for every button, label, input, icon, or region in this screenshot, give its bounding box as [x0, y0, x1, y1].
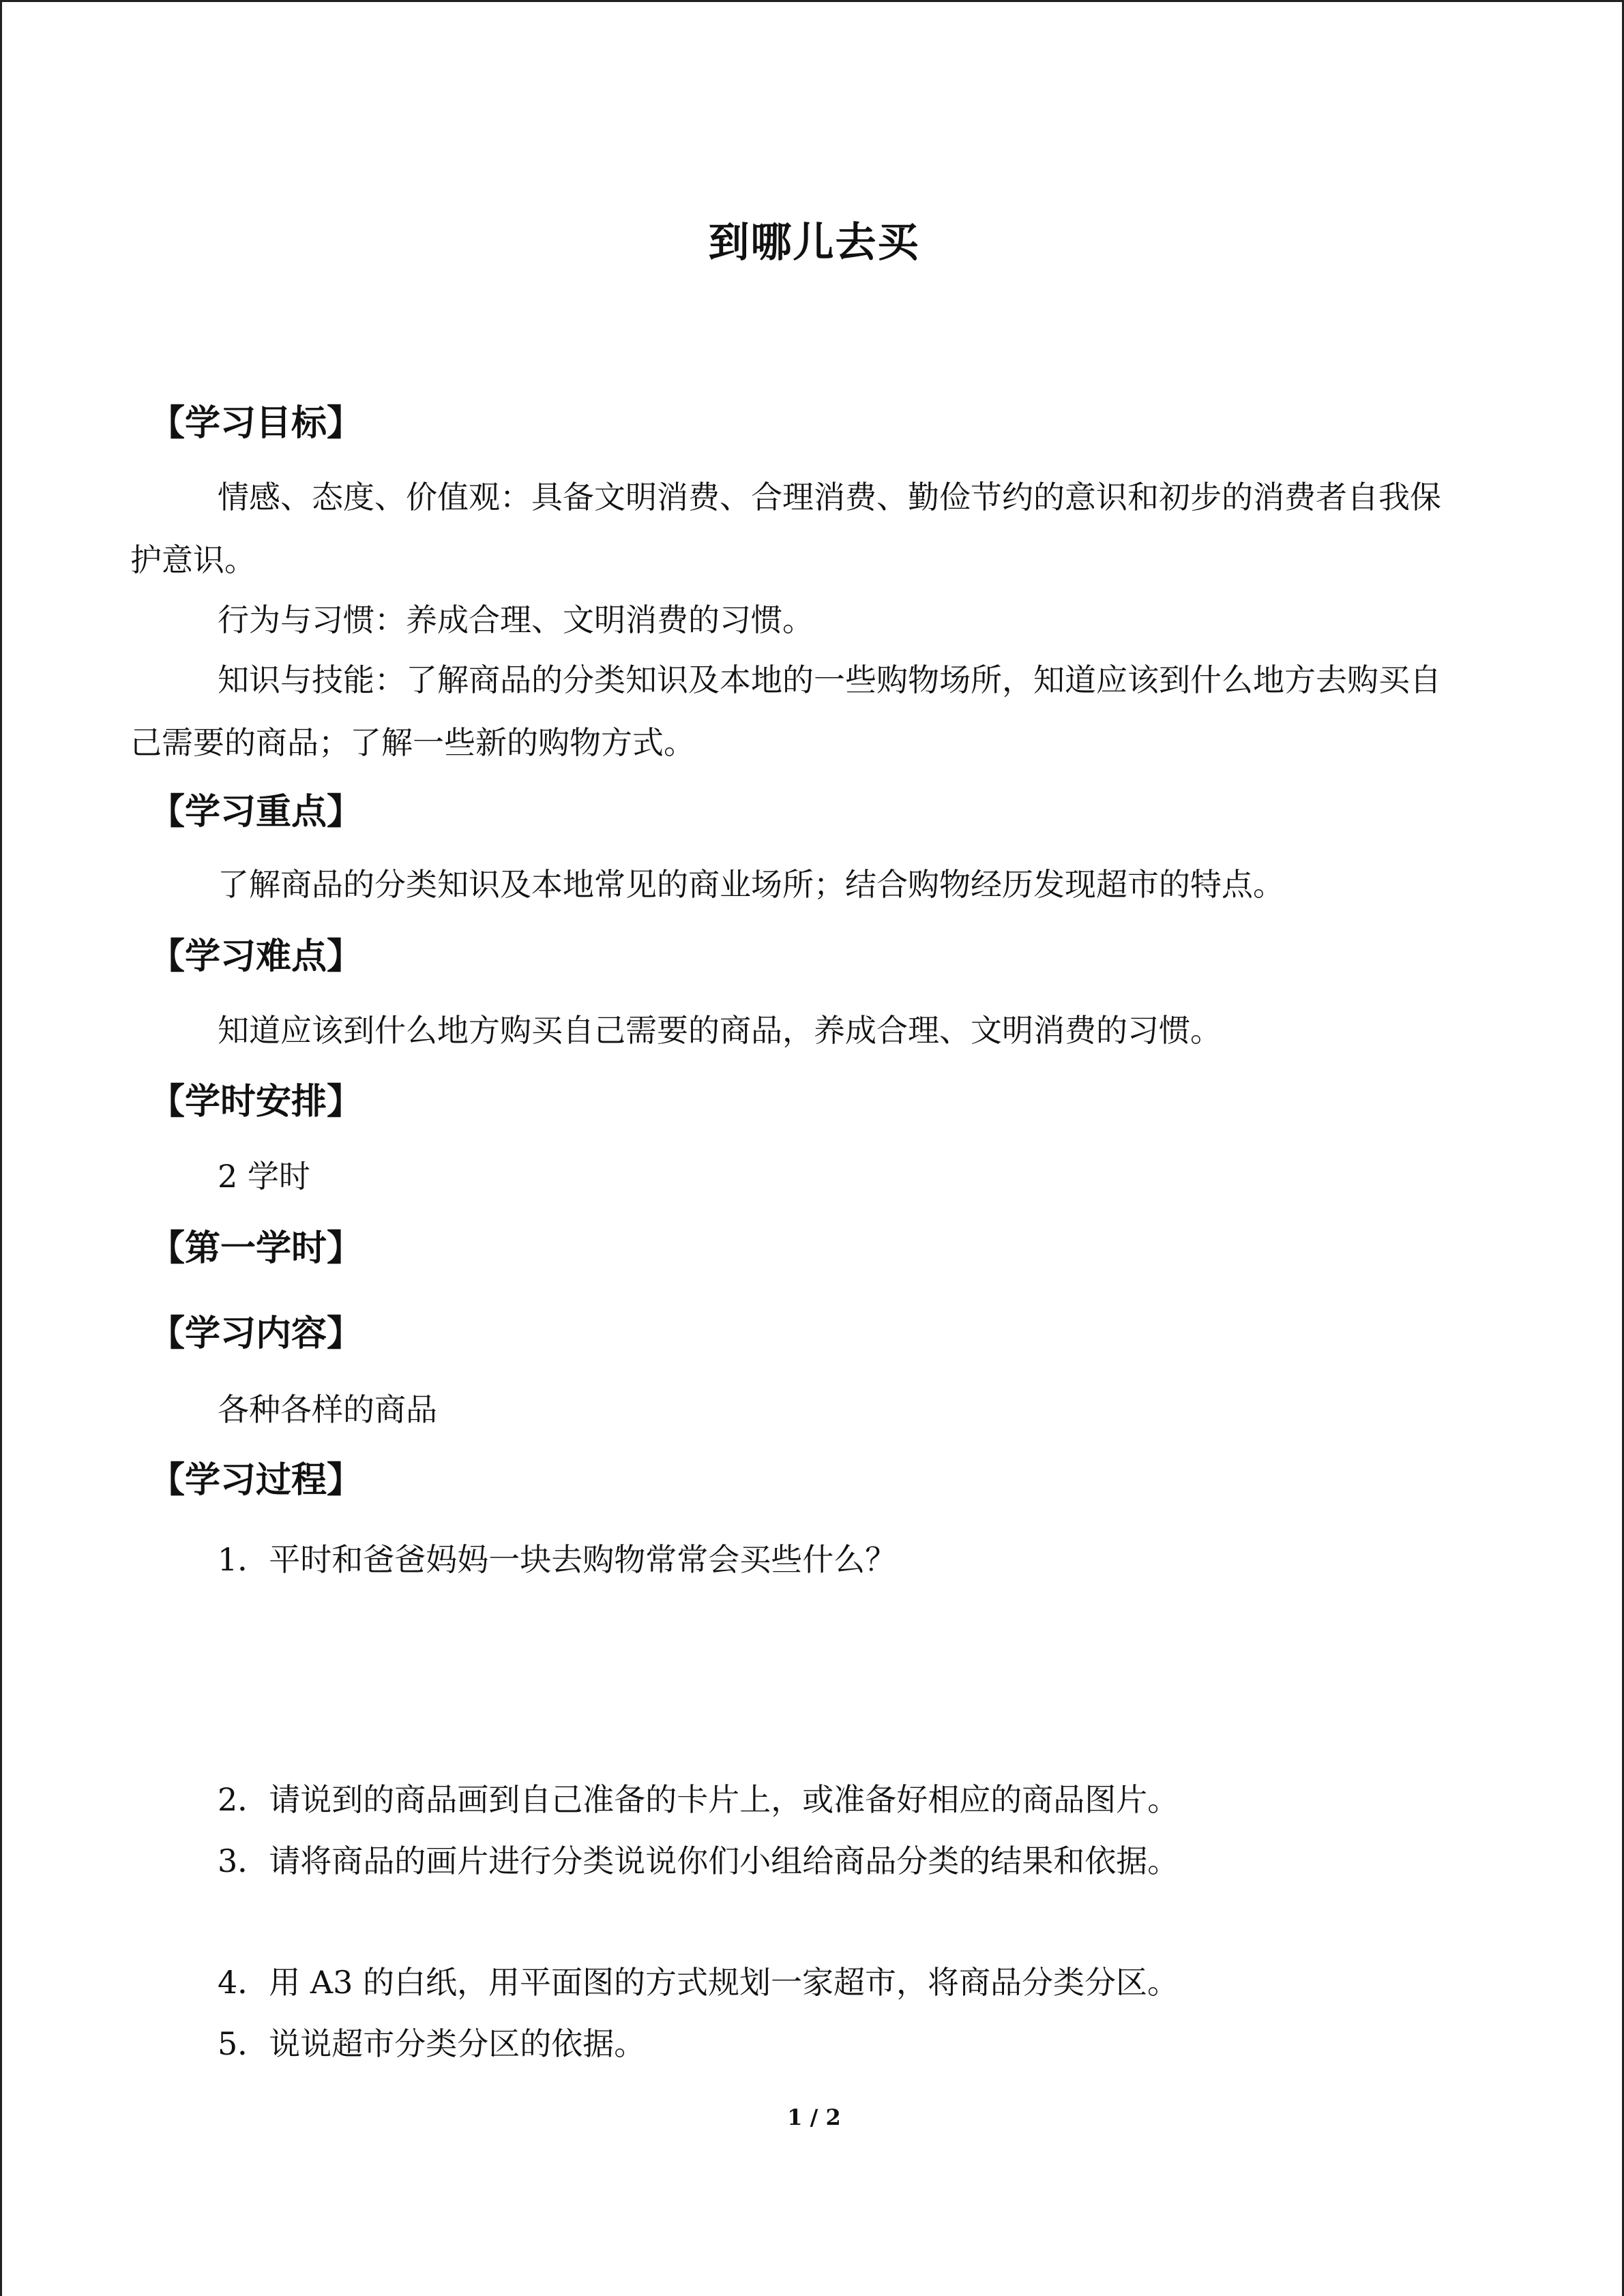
page-title: 到哪儿去买: [708, 219, 920, 267]
objectives-paragraph-1: 情感、态度、价值观：具备文明消费、合理消费、勤俭节约的意识和初步的消费者自我保护意识。: [130, 479, 1441, 578]
objectives-paragraph-2: 行为与习惯：养成合理、文明消费的习惯。: [218, 601, 814, 638]
heading-difficulties: 【学习难点】: [149, 936, 363, 977]
process-step-4: 4．用 A3 的白纸，用平面图的方式规划一家超市，将商品分类分区。: [218, 1964, 1179, 2001]
heading-process: 【学习过程】: [149, 1460, 363, 1501]
process-step-1: 1．平时和爸爸妈妈一块去购物常常会买些什么？: [218, 1541, 897, 1578]
objectives-paragraph-3: 知识与技能：了解商品的分类知识及本地的一些购物场所，知道应该到什么地方去购买自己需要的商品；了解一些新的购物方式。: [130, 661, 1441, 761]
process-step-2: 2．请说到的商品画到自己准备的卡片上，或准备好相应的商品图片。: [218, 1781, 1179, 1818]
heading-content: 【学习内容】: [149, 1313, 363, 1354]
schedule-text: 2 学时: [218, 1158, 310, 1195]
heading-schedule: 【学时安排】: [149, 1082, 363, 1122]
heading-objectives: 【学习目标】: [149, 403, 363, 444]
heading-first-period: 【第一学时】: [149, 1228, 363, 1269]
process-step-3: 3．请将商品的画片进行分类说说你们小组给商品分类的结果和依据。: [218, 1843, 1179, 1879]
heading-key-points: 【学习重点】: [149, 792, 363, 833]
page-number: 1 / 2: [787, 2104, 841, 2130]
content-text: 各种各样的商品: [218, 1391, 437, 1428]
difficulties-text: 知道应该到什么地方购买自己需要的商品，养成合理、文明消费的习惯。: [218, 1012, 1222, 1049]
key-points-text: 了解商品的分类知识及本地常见的商业场所；结合购物经历发现超市的特点。: [218, 866, 1284, 903]
process-step-5: 5．说说超市分类分区的依据。: [218, 2025, 646, 2062]
